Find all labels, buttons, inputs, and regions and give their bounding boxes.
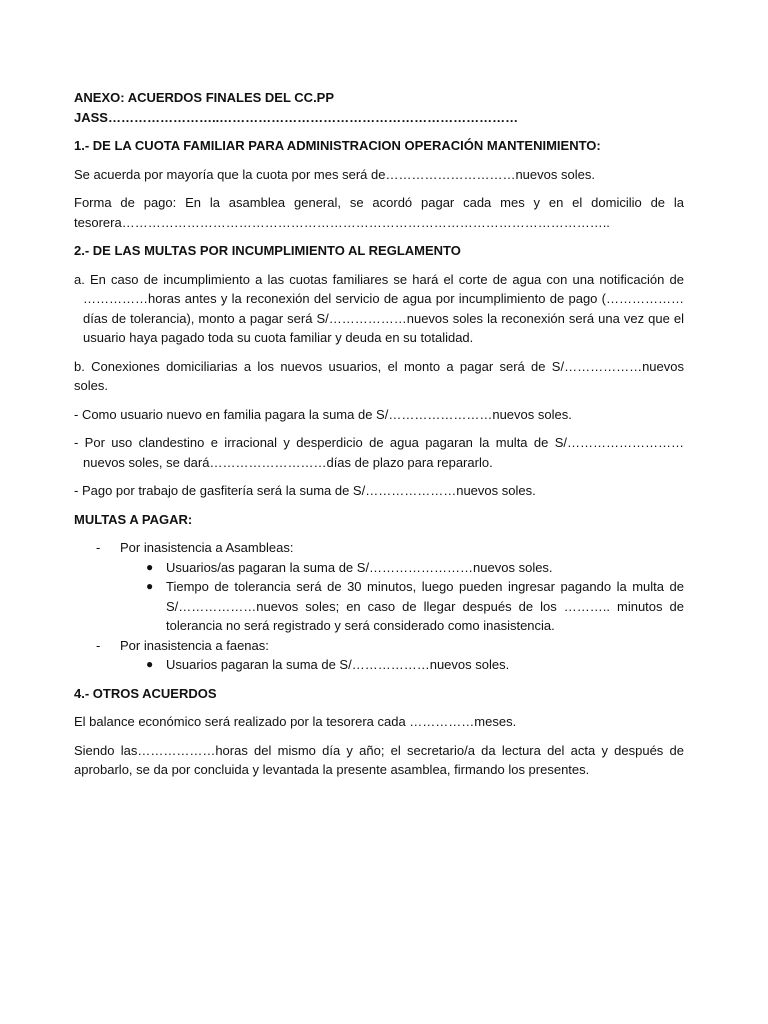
multas-list [74,538,684,675]
section2-plumbing-line: - Pago por trabajo de gasfitería será la suma de S/…………………nuevos soles. [74,483,536,498]
list-item [120,655,684,675]
section1-paragraph-quota: Se acuerda por mayoría que la cuota por mes será de…………………………nuevos soles. [74,166,595,182]
multas-bullet-list [120,558,684,636]
section2-clandestine-line: - Por uso clandestino e irracional y desperdicio de agua pagaran la multa de S/……………………… nuevos soles, se dará………………………días de plazo para repararlo. [74,435,684,470]
section2-new-user-line: - Como usuario nuevo en familia pagara la suma de S/……………………nuevos soles. [74,406,572,422]
section2-item-b: b. Conexiones domiciliarias a los nuevos usuarios, el monto a pagar será de S/………………nuevos soles. [74,358,684,393]
bullet-icon: ● [146,579,154,593]
list-item-text: Tiempo de tolerancia será de 30 minutos, luego pueden ingresar pagando la multa de S/………………nuevos soles; en caso de llegar después de los ……….. minutos de tolerancia no será registrado y será considerado como inasistencia. [166,579,684,633]
multas-heading: MULTAS A PAGAR: [74,511,193,527]
list-item [120,558,684,578]
section4-heading: 4.- OTROS ACUERDOS [74,685,217,701]
multas-group-asambleas [74,538,684,636]
dash-marker: - [96,637,101,653]
multas-group-label: Por inasistencia a Asambleas: [120,540,294,555]
multas-group-label: Por inasistencia a faenas: [120,637,269,653]
section2-item-a: a. En caso de incumplimiento a las cuotas familiares se hará el corte de agua con una notificación de ……………horas antes y la reconexión del servicio de agua por incumplimiento de pago (………………días de tolerancia), monto a pagar será S/………………nuevos soles la reconexión será una vez que el usuario haya pagado toda su cuota familiar y deuda en su totalidad. [74,271,684,345]
multas-group-faenas [74,636,684,675]
section1-heading: 1.- DE LA CUOTA FAMILIAR PARA ADMINISTRACION OPERACIÓN MANTENIMIENTO: [74,138,601,153]
section4-balance-paragraph: El balance económico será realizado por la tesorera cada ……………meses. [74,714,517,729]
section1-paragraph-payment: Forma de pago: En la asamblea general, se acordó pagar cada mes y en el domicilio de la tesorera………………………………………………………………………………………………….. [74,195,684,230]
bullet-icon: ● [146,559,154,574]
section4-closing-paragraph: Siendo las………………horas del mismo día y año; el secretario/a da lectura del acta y después de aprobarlo, se da por concluida y levantada la presente asamblea, firmando los presentes. [74,742,684,777]
bullet-icon: ● [146,657,154,671]
list-item-text: Usuarios/as pagaran la suma de S/……………………nuevos soles. [166,559,553,575]
section2-heading: 2.- DE LAS MULTAS POR INCUMPLIMIENTO AL REGLAMENTO [74,243,461,258]
multas-bullet-list [120,655,684,675]
document-title: ANEXO: ACUERDOS FINALES DEL CC.PP JASS……………………..…………………………………………………………… [74,90,519,125]
dash-marker: - [96,540,101,555]
list-item-text: Usuarios pagaran la suma de S/………………nuevos soles. [166,657,510,672]
list-item [120,577,684,636]
